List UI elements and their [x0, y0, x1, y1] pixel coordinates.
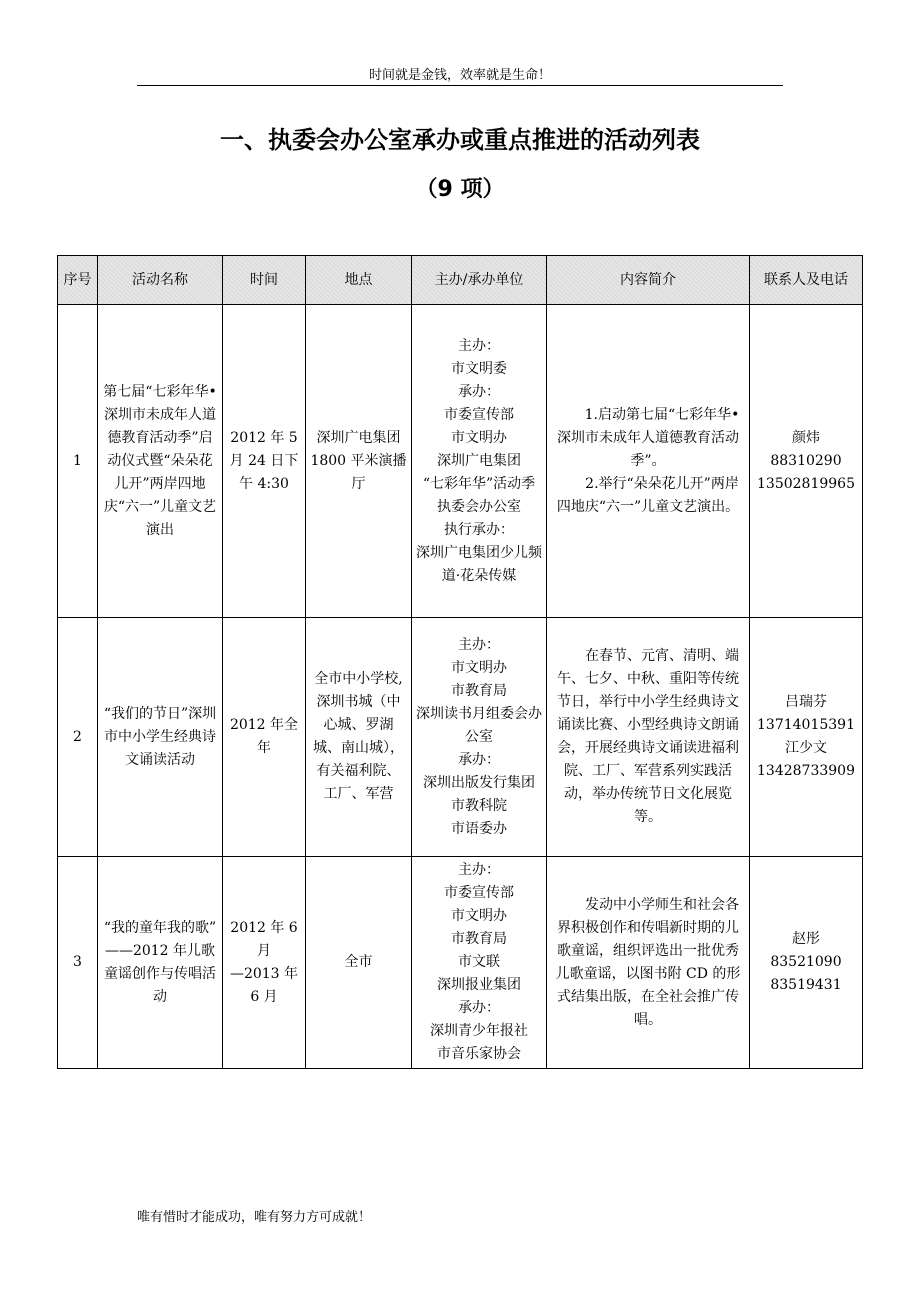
- organizer-line: 市教育局: [451, 682, 507, 699]
- activity-location: 深圳广电集团 1800 平米演播厅: [306, 305, 412, 618]
- activity-contacts: [750, 305, 863, 618]
- organizer-line: 市文联: [458, 954, 500, 970]
- organizer-line: 主办：: [458, 337, 500, 354]
- content-paragraph: 在春节、元宵、清明、端午、七夕、中秋、重阳等传统节日，举行中小学生经典诗文诵读比赛、小型经典诗文朗诵会，开展经典诗文诵读进福利院、工厂、军营系列实践活动，举办传统节日文化展览等。: [557, 648, 739, 825]
- organizer-line: 主办：: [458, 862, 500, 878]
- contact-line: 13502819965: [757, 475, 855, 492]
- document-subtitle: （9 项）: [415, 177, 505, 202]
- organizer-line: 深圳广电集团: [437, 452, 521, 469]
- organizer-line: 主办：: [458, 636, 500, 653]
- column-header-content: 内容简介: [547, 256, 750, 305]
- activity-time-line: —2013 年 6 月: [229, 965, 299, 1005]
- organizer-line: 市文明委: [451, 360, 507, 377]
- activity-location: 全市: [306, 857, 412, 1069]
- activity-time: [223, 857, 306, 1069]
- table-row: [58, 857, 863, 1069]
- row-index: 1: [58, 305, 98, 618]
- contact-line: 13714015391: [757, 717, 855, 733]
- page-header-text: 时间就是金钱，效率就是生命！: [368, 68, 551, 83]
- activity-content: [547, 305, 750, 618]
- table-row: [58, 305, 863, 618]
- contact-line: 83521090: [770, 954, 842, 970]
- activity-time: 2012 年 5 月 24 日下午 4:30: [223, 305, 306, 618]
- organizer-line: 市教育局: [451, 931, 507, 947]
- organizer-line: 承办：: [458, 751, 500, 768]
- page-footer-text: 唯有惜时才能成功，唯有努力方可成就！: [137, 1210, 372, 1225]
- activity-table: [57, 255, 863, 1069]
- organizer-line: 市委宣传部: [444, 406, 514, 423]
- organizer-line: 深圳报业集团: [437, 977, 521, 993]
- column-header-organizers: 主办/承办单位: [412, 256, 547, 305]
- activity-time-line: 2012 年 6 月: [230, 919, 298, 959]
- contact-line: 赵彤: [792, 931, 820, 947]
- activity-name: 第七届“七彩年华•深圳市未成年人道德教育活动季”启动仪式暨“朵朵花儿开”两岸四地庆“六一”儿童文艺演出: [98, 305, 223, 618]
- organizer-line: 深圳读书月组委会办公室: [416, 705, 542, 745]
- table-header-row: [58, 256, 863, 305]
- contact-line: 88310290: [770, 452, 842, 469]
- column-header-name: 活动名称: [98, 256, 223, 305]
- organizer-line: 市文明办: [451, 908, 507, 924]
- activity-time: 2012 年全年: [223, 618, 306, 857]
- row-index: 3: [58, 857, 98, 1069]
- organizer-line: 深圳出版发行集团: [423, 774, 535, 791]
- activity-content: [547, 618, 750, 857]
- organizer-line: “七彩年华”活动季执委会办公室: [422, 475, 536, 515]
- document-title: 一、执委会办公室承办或重点推进的活动列表: [220, 126, 700, 154]
- activity-name: [98, 857, 223, 1069]
- organizer-line: 市音乐家协会: [437, 1046, 521, 1062]
- activity-name: “我们的节日”深圳市中小学生经典诗文诵读活动: [98, 618, 223, 857]
- activity-location: 全市中小学校,深圳书城（中心城、罗湖城、南山城），有关福利院、工厂、军营: [306, 618, 412, 857]
- activity-organizers: [412, 618, 547, 857]
- contact-line: 江少文: [785, 740, 827, 756]
- activity-contacts: [750, 857, 863, 1069]
- organizer-line: 深圳广电集团少儿频道·花朵传媒: [416, 544, 542, 584]
- content-paragraph: 1.启动第七届“七彩年华•深圳市未成年人道德教育活动季”。: [557, 406, 740, 469]
- organizer-line: 市语委办: [451, 820, 507, 837]
- organizer-line: 市文明办: [451, 429, 507, 446]
- activity-content: [547, 857, 750, 1069]
- header-rule: [137, 85, 783, 86]
- contact-line: 颜炜: [792, 429, 820, 446]
- content-paragraph: 发动中小学师生和社会各界积极创作和传唱新时期的儿歌童谣，组织评选出一批优秀儿歌童谣，以图书附 CD 的形式结集出版，在全社会推广传唱。: [555, 896, 741, 1028]
- organizer-line: 市文明办: [451, 659, 507, 676]
- contact-line: 吕瑞芬: [785, 694, 827, 710]
- organizer-line: 深圳青少年报社: [430, 1023, 528, 1039]
- column-header-index: 序号: [58, 256, 98, 305]
- column-header-location: 地点: [306, 256, 412, 305]
- organizer-line: 承办：: [458, 383, 500, 400]
- activity-organizers: [412, 857, 547, 1069]
- content-paragraph: 2.举行“朵朵花儿开”两岸四地庆“六一”儿童文艺演出。: [556, 475, 740, 515]
- contact-line: 13428733909: [757, 763, 855, 779]
- activity-name-line: “我的童年我的歌”: [103, 919, 217, 936]
- column-header-contacts: 联系人及电话: [750, 256, 863, 305]
- activity-organizers: [412, 305, 547, 618]
- column-header-time: 时间: [223, 256, 306, 305]
- organizer-line: 执行承办：: [444, 521, 514, 538]
- activity-contacts: [750, 618, 863, 857]
- organizer-line: 市委宣传部: [444, 885, 514, 901]
- contact-line: 83519431: [770, 977, 842, 993]
- table-row: [58, 618, 863, 857]
- organizer-line: 市教科院: [451, 797, 507, 814]
- activity-name-line: ——2012 年儿歌童谣创作与传唱活动: [104, 942, 216, 1005]
- organizer-line: 承办：: [458, 1000, 500, 1016]
- row-index: 2: [58, 618, 98, 857]
